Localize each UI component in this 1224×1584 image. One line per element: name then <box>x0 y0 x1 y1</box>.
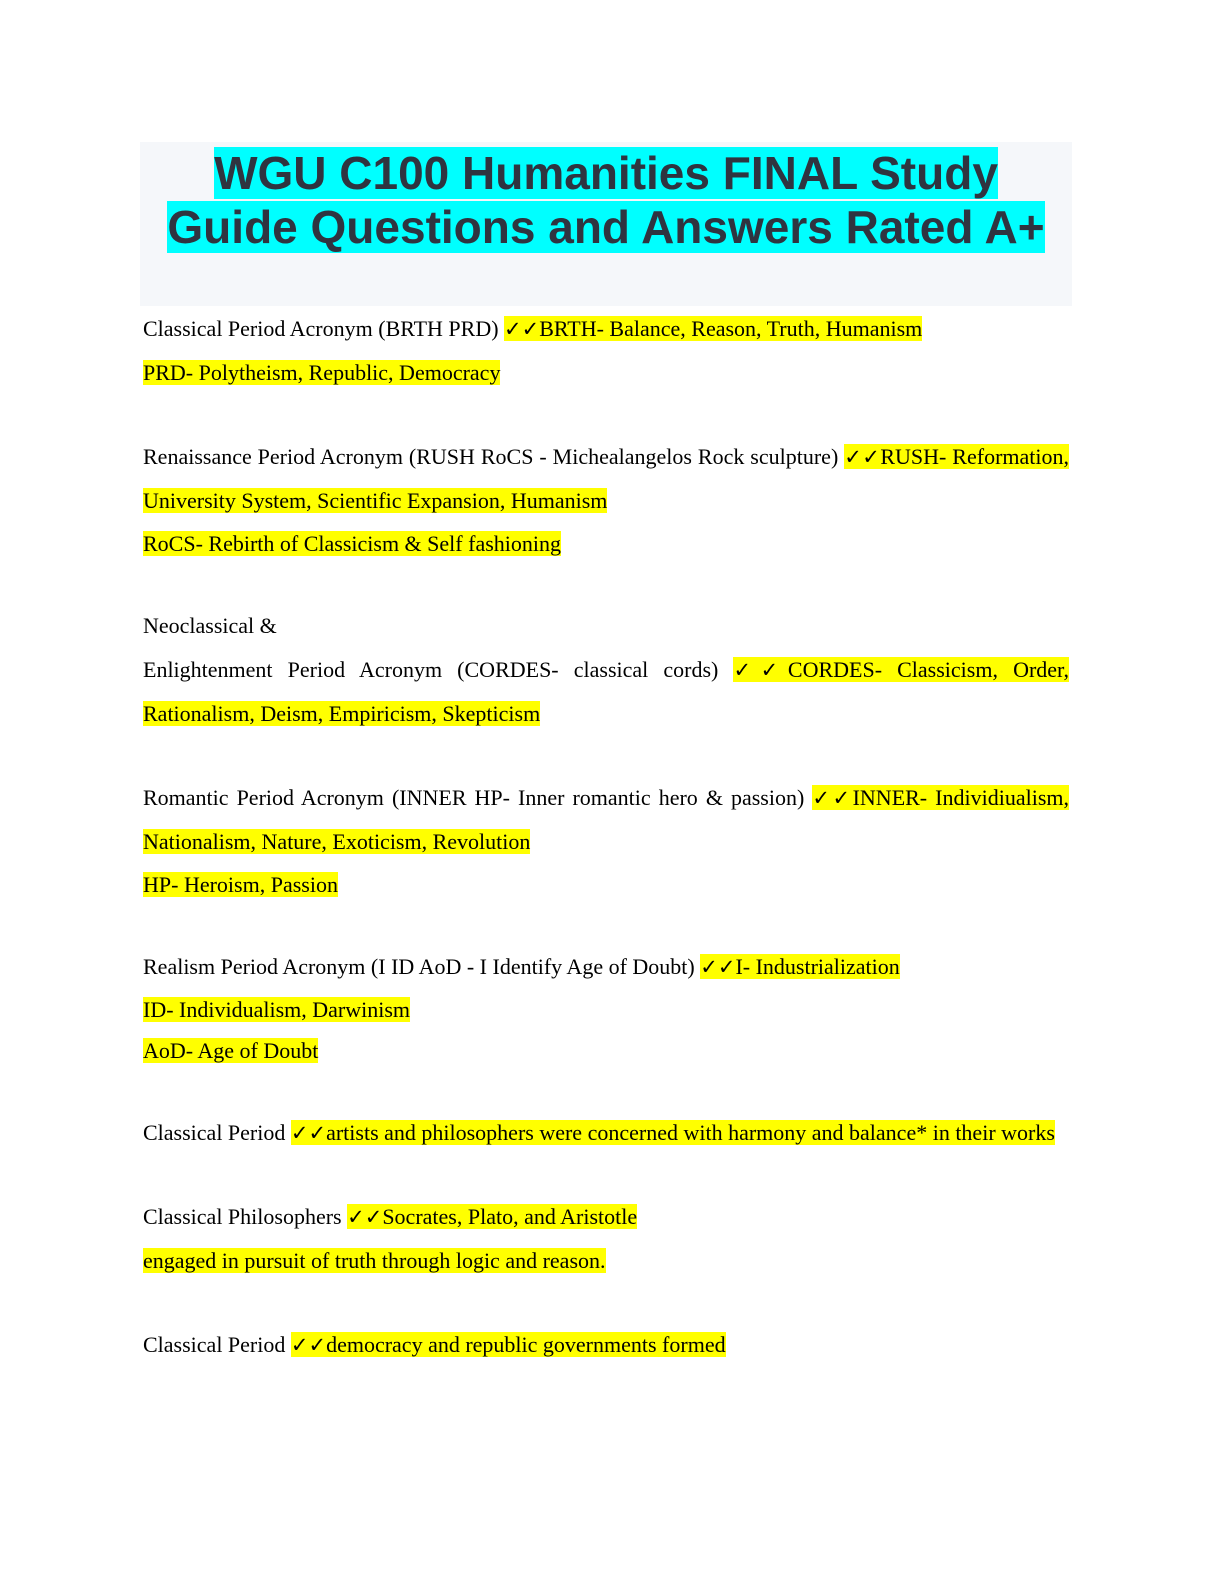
qa-line <box>143 1111 1069 1155</box>
title-line-2: Guide Questions and Answers Rated A+ <box>167 201 1045 253</box>
answer-text: artists and philosophers were concerned with harmony and balance* in their works <box>326 1120 1055 1145</box>
qa-entry <box>143 307 1069 395</box>
qa-entry <box>143 945 1069 1071</box>
qa-entry <box>143 1195 1069 1283</box>
qa-line <box>143 648 1069 736</box>
answer-text: ID- Individualism, Darwinism <box>143 997 411 1022</box>
question-text: Renaissance Period Acronym (RUSH RoCS - Michealangelos Rock sculpture) <box>143 444 845 469</box>
answer-text: BRTH- Balance, Reason, Truth, Humanism <box>539 316 923 341</box>
question-line <box>143 604 1069 648</box>
answer-text: engaged in pursuit of truth through logic and reason. <box>143 1248 606 1273</box>
question-text: Classical Period Acronym (BRTH PRD) <box>143 316 505 341</box>
qa-entry <box>143 435 1069 564</box>
title-line-1: WGU C100 Humanities FINAL Study <box>214 147 998 199</box>
check-icon: ✓✓ <box>504 317 540 341</box>
answer-line <box>143 1030 1069 1071</box>
qa-line <box>143 776 1069 864</box>
check-icon: ✓✓ <box>844 445 881 469</box>
check-icon: ✓✓ <box>812 786 853 810</box>
check-icon: ✓✓ <box>290 1121 327 1145</box>
qa-entry <box>143 1323 1069 1367</box>
answer-line <box>143 351 1069 395</box>
answer-text: PRD- Polytheism, Republic, Democracy <box>143 360 501 385</box>
check-icon: ✓✓ <box>733 658 788 682</box>
answer-line <box>143 989 1069 1030</box>
document-title <box>140 142 1072 254</box>
question-text: Classical Philosophers <box>143 1204 348 1229</box>
answer-text: democracy and republic governments formed <box>326 1332 726 1357</box>
qa-entry <box>143 776 1069 905</box>
question-text: Classical Period <box>143 1120 291 1145</box>
qa-line <box>143 1323 1069 1367</box>
answer-line <box>143 1239 1069 1283</box>
question-text: Classical Period <box>143 1332 291 1357</box>
question-text: Enlightenment Period Acronym (CORDES- classical cords) <box>143 657 734 682</box>
check-icon: ✓✓ <box>290 1333 327 1357</box>
answer-text: AoD- Age of Doubt <box>143 1038 319 1063</box>
qa-line <box>143 435 1069 523</box>
answer-text: CORDES- Classicism, Order, Rationalism, Deism, Empiricism, Skepticism <box>143 657 1069 726</box>
qa-line <box>143 945 1069 989</box>
answer-line <box>143 523 1069 564</box>
qa-entry <box>143 604 1069 736</box>
answer-text: Socrates, Plato, and Aristotle <box>382 1204 638 1229</box>
answer-text: I- Industrialization <box>735 954 900 979</box>
answer-line <box>143 864 1069 905</box>
answer-text: RUSH- Reformation, University System, Scientific Expansion, Humanism <box>143 444 1069 513</box>
check-icon: ✓✓ <box>347 1205 383 1229</box>
title-block <box>140 142 1072 306</box>
qa-line <box>143 1195 1069 1239</box>
question-text: Romantic Period Acronym (INNER HP- Inner romantic hero & passion) <box>143 785 813 810</box>
check-icon: ✓✓ <box>700 955 736 979</box>
qa-entry <box>143 1111 1069 1155</box>
question-text: Realism Period Acronym (I ID AoD - I Identify Age of Doubt) <box>143 954 701 979</box>
qa-list <box>143 307 1069 1407</box>
question-text: Neoclassical & <box>143 613 277 638</box>
answer-text: HP- Heroism, Passion <box>143 872 338 897</box>
answer-text: INNER- Individiualism, Nationalism, Nature, Exoticism, Revolution <box>143 785 1069 854</box>
qa-line <box>143 307 1069 351</box>
answer-text: RoCS- Rebirth of Classicism & Self fashioning <box>143 531 561 556</box>
